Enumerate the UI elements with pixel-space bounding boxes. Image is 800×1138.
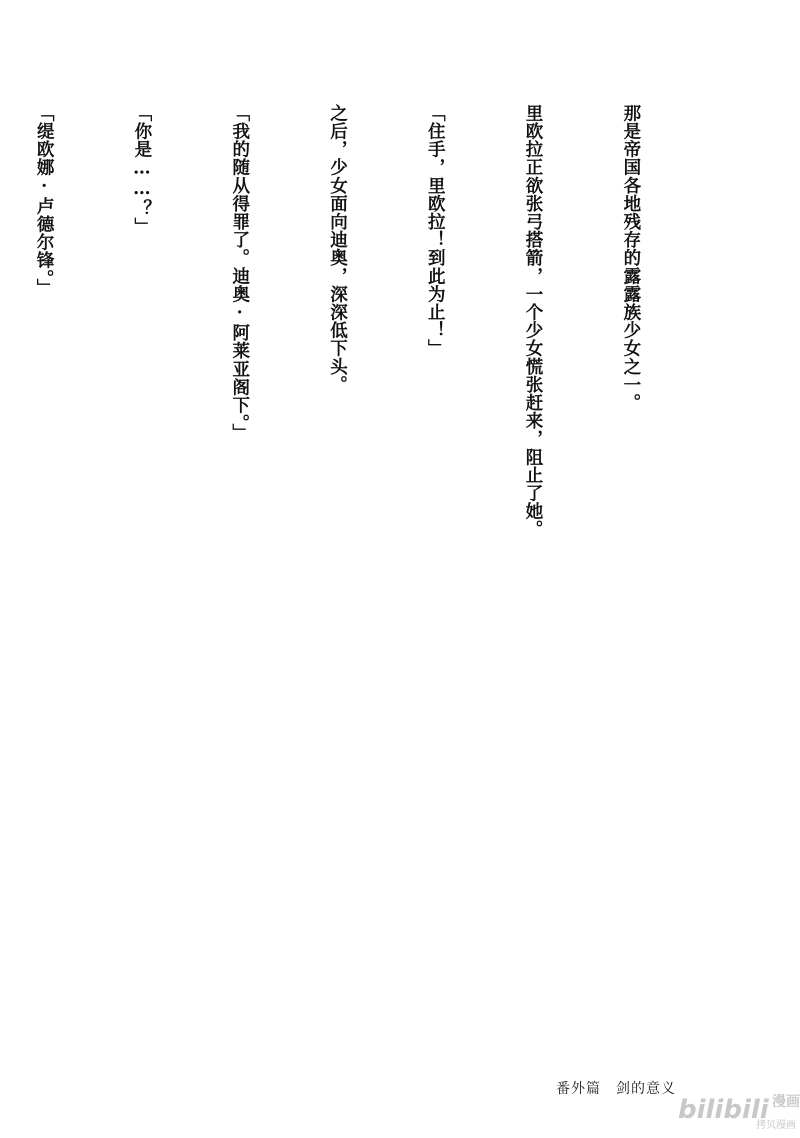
watermark-logo-text: bilibili xyxy=(678,1095,769,1125)
text-column: 「我的随从得罪了。迪奥·阿莱亚阁下。」 xyxy=(229,104,250,442)
text-column: 之后，少女面向迪奥，深深低下头。 xyxy=(327,104,348,394)
text-column: 那是帝国各地残存的露露族少女之一。 xyxy=(620,104,641,412)
text-column: 「住手，里欧拉！到此为止！」 xyxy=(425,104,446,358)
text-column: 「你是……？」 xyxy=(131,104,152,236)
bilibili-watermark-logo xyxy=(676,1086,800,1132)
chapter-caption: 番外篇 剑的意义 xyxy=(556,1081,676,1097)
vertical-text-block xyxy=(0,104,712,864)
watermark-label: 漫画 xyxy=(772,1094,800,1110)
text-column: 「缇欧娜·卢德尔锋。」 xyxy=(34,104,55,297)
watermark-sublabel: 拷贝漫画 xyxy=(756,1120,796,1131)
text-column: 里欧拉正欲张弓搭箭，一个少女慌张赶来，阻止了她。 xyxy=(523,104,544,539)
